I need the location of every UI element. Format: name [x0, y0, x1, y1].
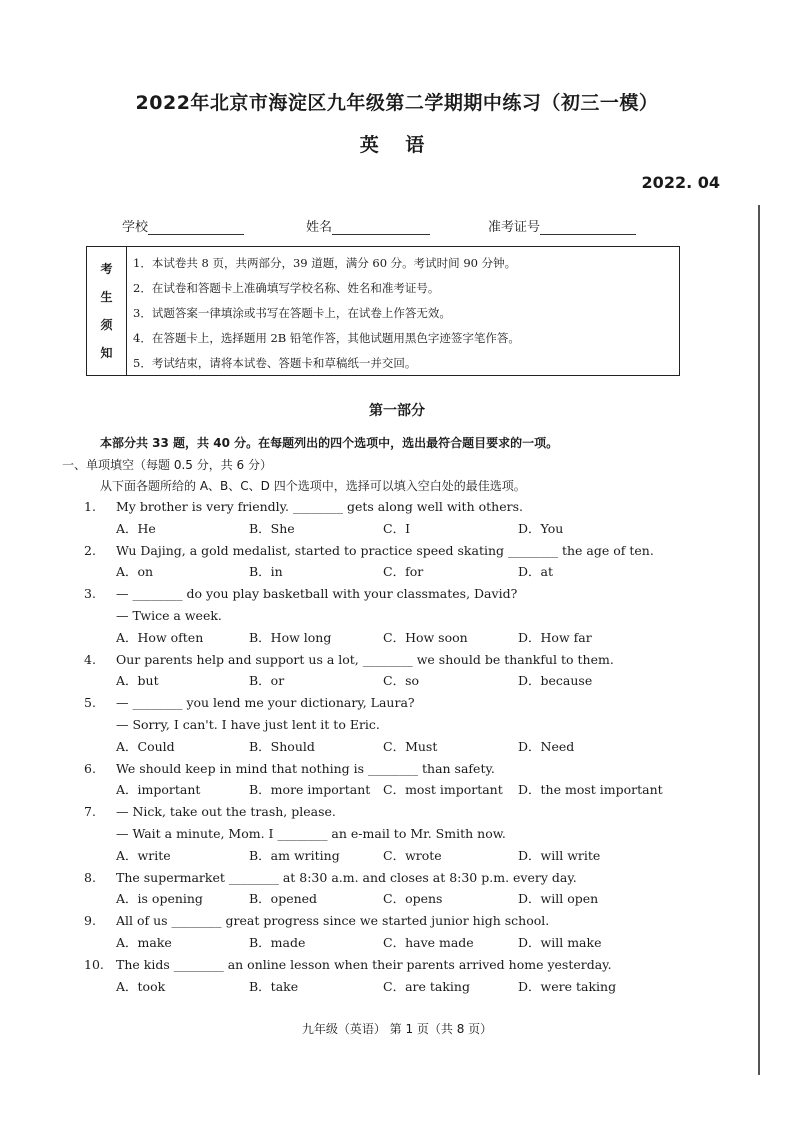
option-d[interactable]: D．because	[518, 673, 593, 689]
option-d[interactable]: D．were taking	[518, 978, 617, 994]
option-c[interactable]: C．most important	[383, 782, 503, 798]
option-d[interactable]: D．at	[518, 564, 553, 580]
question-number: 4.	[84, 651, 96, 667]
question-line	[0, 605, 794, 627]
option-d[interactable]: D．You	[518, 520, 564, 536]
school-label: 学校	[122, 220, 149, 235]
option-b[interactable]: B．She	[249, 520, 295, 536]
question-line	[0, 954, 794, 976]
exam-date: 2022. 04	[641, 173, 720, 192]
question-line	[0, 910, 794, 932]
option-a[interactable]: A．make	[116, 934, 172, 950]
question-line	[0, 649, 794, 671]
question-stem: — Sorry, I can't. I have just lent it to Eric.	[116, 716, 380, 732]
option-c[interactable]: C．have made	[383, 934, 474, 950]
option-a[interactable]: A．Could	[116, 738, 175, 754]
question-number: 8.	[84, 869, 96, 885]
option-c[interactable]: C．wrote	[383, 847, 442, 863]
option-b[interactable]: B．How long	[249, 629, 332, 645]
notice-item: 5．考试结束，请将本试卷、答题卡和草稿纸一并交回。	[133, 356, 417, 370]
question-number: 6.	[84, 760, 96, 776]
question-stem: Wu Dajing, a gold medalist, started to practice speed skating ________ the age of ten.	[116, 542, 654, 558]
question-number: 3.	[84, 586, 96, 602]
question-line	[0, 801, 794, 823]
question-number: 7.	[84, 804, 96, 820]
notice-item: 3．试题答案一律填涂或书写在答题卡上，在试卷上作答无效。	[133, 306, 451, 320]
question-line	[0, 496, 794, 518]
question-line	[0, 583, 794, 605]
section-intro: 本部分共 33 题，共 40 分。在每题列出的四个选项中，选出最符合题目要求的一项。	[100, 436, 559, 450]
option-c[interactable]: C．Must	[383, 738, 438, 754]
options-row	[0, 627, 794, 649]
question-line	[0, 540, 794, 562]
question-number: 2.	[84, 542, 96, 558]
option-b[interactable]: B．in	[249, 564, 283, 580]
options-row	[0, 518, 794, 540]
question-stem: The supermarket ________ at 8:30 a.m. and closes at 8:30 p.m. every day.	[116, 869, 577, 885]
option-d[interactable]: D．will make	[518, 934, 602, 950]
options-row	[0, 779, 794, 801]
exam-id-blank[interactable]	[540, 220, 636, 235]
option-a[interactable]: A．is opening	[116, 891, 203, 907]
option-a[interactable]: A．but	[116, 673, 159, 689]
exam-notice-box	[86, 246, 680, 376]
notice-item: 1．本试卷共 8 页，共两部分，39 道题，满分 60 分。考试时间 90 分钟。	[133, 256, 517, 270]
options-row	[0, 736, 794, 758]
student-info-row	[122, 216, 662, 236]
option-d[interactable]: D．will write	[518, 847, 601, 863]
name-blank[interactable]	[332, 220, 430, 235]
exam-title: 2022年北京市海淀区九年级第二学期期中练习（初三一模）	[135, 92, 659, 114]
option-b[interactable]: B．opened	[249, 891, 318, 907]
question-stem: — ________ you lend me your dictionary, Laura?	[116, 695, 415, 711]
option-d[interactable]: D．the most important	[518, 782, 663, 798]
question-number: 5.	[84, 695, 96, 711]
option-d[interactable]: D．will open	[518, 891, 599, 907]
question-stem: We should keep in mind that nothing is ________ than safety.	[116, 760, 495, 776]
page-footer: 九年级（英语） 第 1 页（共 8 页）	[301, 1022, 493, 1036]
exam-id-field	[488, 216, 636, 235]
question-number: 10.	[84, 956, 104, 972]
option-a[interactable]: A．on	[116, 564, 154, 580]
option-b[interactable]: B．made	[249, 934, 306, 950]
question-stem: — Nick, take out the trash, please.	[116, 804, 336, 820]
scan-edge-line	[758, 205, 760, 1075]
question-line	[0, 692, 794, 714]
question-stem: My brother is very friendly. ________ gets along well with others.	[116, 499, 523, 514]
option-c[interactable]: C．are taking	[383, 978, 470, 994]
option-d[interactable]: D．Need	[518, 738, 575, 754]
option-b[interactable]: B．take	[249, 978, 299, 994]
option-c[interactable]: C．opens	[383, 891, 443, 907]
notice-label: 考 生 须 知	[87, 247, 127, 375]
options-row	[0, 845, 794, 867]
option-c[interactable]: C．I	[383, 520, 411, 536]
name-field	[306, 216, 430, 235]
part-heading: 一、单项填空（每题 0.5 分，共 6 分）	[62, 458, 272, 472]
question-number: 9.	[84, 913, 96, 929]
option-c[interactable]: C．for	[383, 564, 424, 580]
school-field	[122, 216, 244, 235]
option-a[interactable]: A．important	[116, 782, 201, 798]
notice-item: 4．在答题卡上，选择题用 2B 铅笔作答，其他试题用黑色字迹签字笔作答。	[133, 331, 520, 345]
question-stem: — Wait a minute, Mom. I ________ an e-mail to Mr. Smith now.	[116, 825, 506, 841]
notice-item: 2．在试卷和答题卡上准确填写学校名称、姓名和准考证号。	[133, 281, 440, 295]
question-line	[0, 758, 794, 780]
option-b[interactable]: B．Should	[249, 738, 315, 754]
school-blank[interactable]	[148, 220, 244, 235]
question-line	[0, 867, 794, 889]
exam-subject: 英 语	[359, 134, 435, 156]
options-row	[0, 561, 794, 583]
option-b[interactable]: B．more important	[249, 782, 371, 798]
question-stem: All of us ________ great progress since we started junior high school.	[116, 913, 550, 929]
question-line	[0, 714, 794, 736]
name-label: 姓名	[306, 220, 333, 235]
options-row	[0, 932, 794, 954]
question-stem: — ________ do you play basketball with your classmates, David?	[116, 586, 518, 602]
options-row	[0, 670, 794, 692]
notice-list	[133, 251, 673, 376]
options-row	[0, 888, 794, 910]
option-b[interactable]: B．or	[249, 673, 285, 689]
options-row	[0, 976, 794, 998]
option-d[interactable]: D．How far	[518, 629, 592, 645]
question-stem: The kids ________ an online lesson when their parents arrived home yesterday.	[116, 956, 612, 972]
question-list	[0, 496, 794, 997]
option-b[interactable]: B．am writing	[249, 847, 340, 863]
option-c[interactable]: C．How soon	[383, 629, 468, 645]
part-instructions: 从下面各题所给的 A、B、C、D 四个选项中，选择可以填入空白处的最佳选项。	[100, 479, 526, 493]
question-stem: Our parents help and support us a lot, ________ we should be thankful to them.	[116, 651, 614, 667]
question-stem: — Twice a week.	[116, 607, 222, 623]
question-line	[0, 823, 794, 845]
option-c[interactable]: C．so	[383, 673, 420, 689]
section-title: 第一部分	[369, 403, 425, 419]
option-a[interactable]: A．took	[116, 978, 166, 994]
option-a[interactable]: A．How often	[116, 629, 204, 645]
exam-id-label: 准考证号	[488, 220, 541, 235]
option-a[interactable]: A．write	[116, 847, 171, 863]
option-a[interactable]: A．He	[116, 520, 156, 536]
question-number: 1.	[84, 499, 96, 514]
